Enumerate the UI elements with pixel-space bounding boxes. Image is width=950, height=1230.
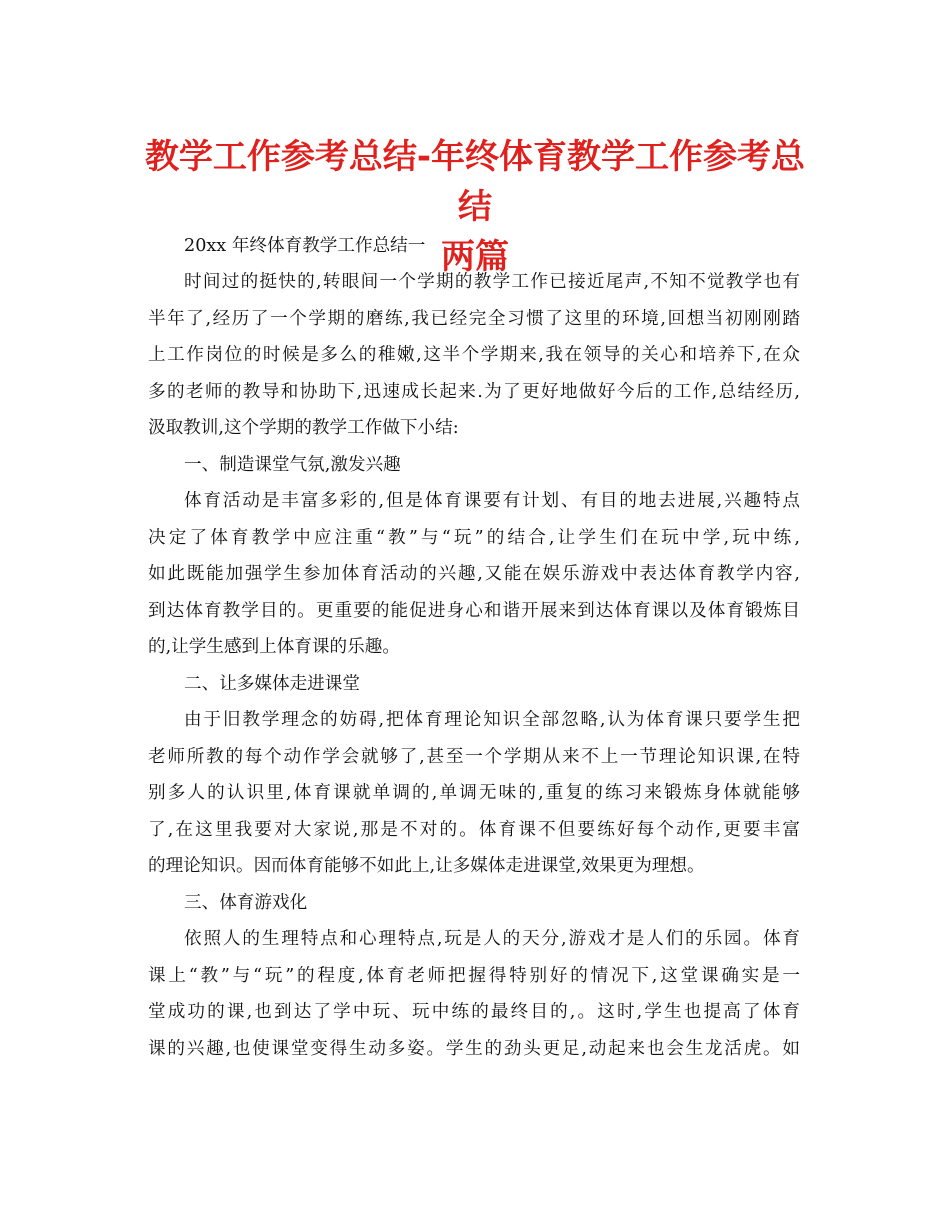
paragraph-line: 多的老师的教导和协助下,迅速成长起来.为了更好地做好今后的工作,总结经历,	[148, 381, 800, 402]
paragraph-line: 课的兴趣,也使课堂变得生动多姿。学生的劲头更足,动起来也会生龙活虎。如	[148, 1038, 800, 1059]
title-line-2: 两篇	[441, 237, 509, 277]
paragraph-line: 到达体育教学目的。更重要的能促进身心和谐开展来到达体育课以及体育锻炼目	[148, 600, 800, 621]
paragraph-line: 汲取教训,这个学期的教学工作做下小结:	[148, 418, 459, 438]
paragraph-line: 决定了体育教学中应注重“教”与“玩”的结合,让学生们在玩中学,玩中练,	[148, 527, 800, 548]
paragraph-4	[148, 921, 800, 1067]
paragraph-line: 别多人的认识里,体育课就单调的,单调无味的,重复的练习来锻炼身体就能够	[148, 783, 800, 803]
paragraph-2	[148, 483, 800, 666]
heading-3: 三、体育游戏化	[184, 892, 308, 913]
paragraph-line: 上工作岗位的时候是多么的稚嫩,这半个学期来,我在领导的关心和培养下,在众	[148, 345, 800, 365]
paragraph-line: 依照人的生理特点和心理特点,玩是人的天分,游戏才是人们的乐园。体育	[184, 929, 800, 949]
paragraph-line: 课上“教”与“玩”的程度,体育老师把握得特别好的情况下,这堂课确实是一	[148, 965, 800, 986]
paragraph-line: 由于旧教学理念的妨碍,把体育理论知识全部忽略,认为体育课只要学生把	[184, 710, 800, 730]
paragraph-line: 半年了,经历了一个学期的磨练,我已经完全习惯了这里的环境,回想当初刚刚踏	[148, 308, 800, 329]
paragraph-1	[148, 264, 800, 447]
section-subtitle: 20xx 年终体育教学工作总结一	[184, 236, 426, 256]
paragraph-line: 体育活动是丰富多彩的,但是体育课要有计划、有目的地去进展,兴趣特点	[184, 491, 800, 511]
document-body	[148, 228, 800, 1067]
heading-2: 二、让多媒体走进课堂	[184, 673, 360, 694]
paragraph-line: 的理论知识。因而体育能够不如此上,让多媒体走进课堂,效果更为理想。	[148, 856, 705, 876]
paragraph-line: 了,在这里我要对大家说,那是不对的。体育课不但要练好每个动作,更要丰富	[148, 819, 800, 840]
paragraph-line: 如此既能加强学生参加体育活动的兴趣,又能在娱乐游戏中表达体育教学内容,	[148, 564, 800, 584]
paragraph-3	[148, 702, 800, 885]
paragraph-line: 堂成功的课,也到达了学中玩、玩中练的最终目的,。这时,学生也提高了体育	[148, 1002, 800, 1022]
paragraph-line: 的,让学生感到上体育课的乐趣。	[148, 637, 400, 657]
heading-1: 一、制造课堂气氛,激发兴趣	[184, 454, 401, 475]
title-line-1: 教学工作参考总结-年终体育教学工作参考总结	[144, 137, 806, 227]
paragraph-line: 老师所教的每个动作学会就够了,甚至一个学期从来不上一节理论知识课,在特	[148, 746, 800, 767]
paragraph-line: 时间过的挺快的,转眼间一个学期的教学工作已接近尾声,不知不觉教学也有	[184, 272, 800, 292]
